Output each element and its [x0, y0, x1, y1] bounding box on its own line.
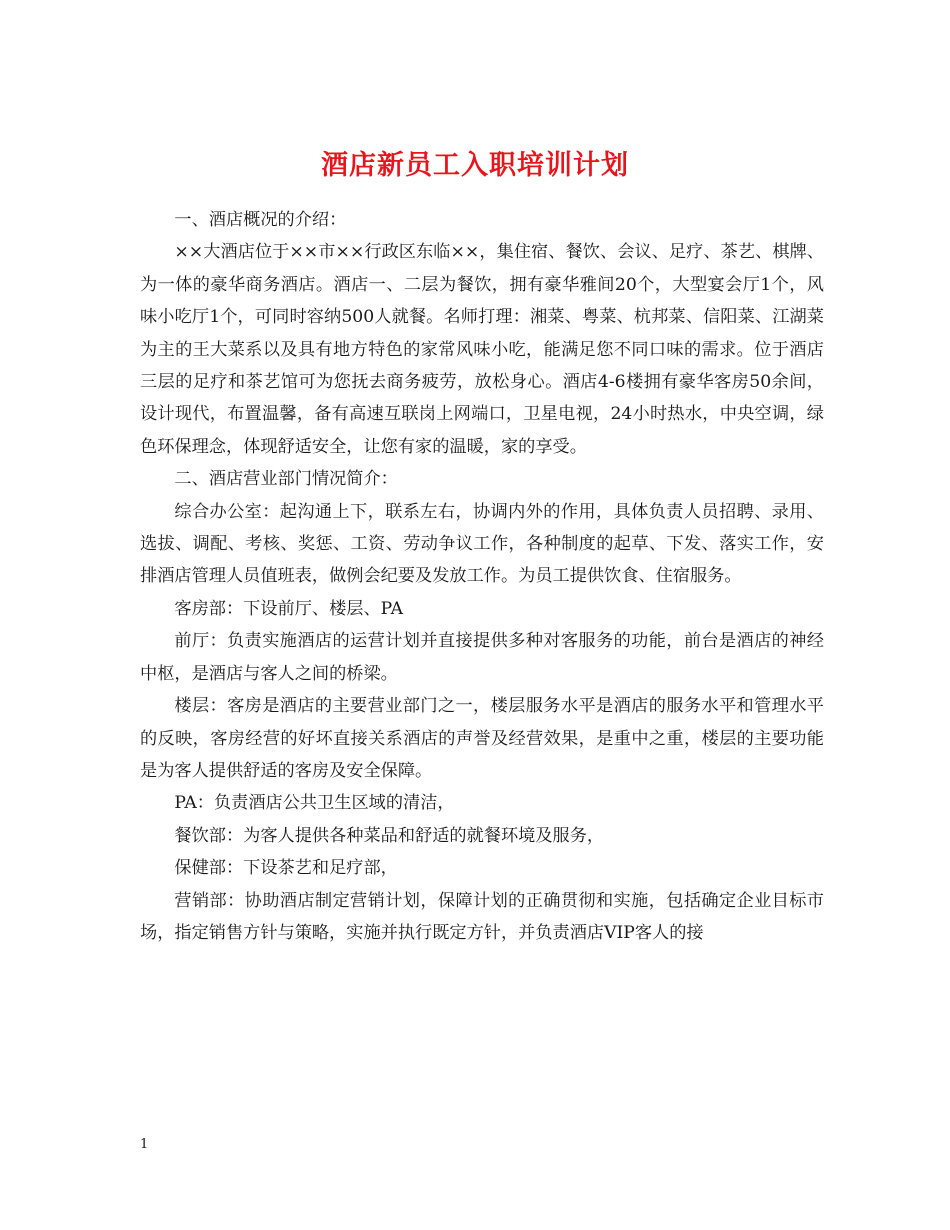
paragraph-floors: 楼层：客房是酒店的主要营业部门之一，楼层服务水平是酒店的服务水平和管理水平的反映，客房经营的好坏直接关系酒店的声誉及经营效果，是重中之重，楼层的主要功能是为客人提供舒适的客房及安全保障。: [140, 696, 824, 781]
document-title: 酒店新员工入职培训计划: [321, 150, 629, 182]
paragraph-hotel-overview: ××大酒店位于××市××行政区东临××，集住宿、餐饮、会议、足疗、茶艺、棋牌、为一体的豪华商务酒店。酒店一、二层为餐饮，拥有豪华雅间20个，大型宴会厅1个，风味小吃厅1个，可同时容纳500人就餐。名师打理：湘菜、粤菜、杭邦菜、信阳菜、江湖菜为主的王大菜系以及具有地方特色的家常风味小吃，能满足您不同口味的需求。位于酒店三层的足疗和茶艺馆可为您抚去商务疲劳，放松身心。酒店4-6楼拥有豪华客房50余间，设计现代，布置温馨，备有高速互联岗上网端口，卫星电视，24小时热水，中央空调，绿色环保理念，体现舒适安全，让您有家的温暖，家的享受。: [140, 242, 824, 457]
paragraph-general-office: 综合办公室：起沟通上下，联系左右，协调内外的作用，具体负责人员招聘、录用、选拔、调配、考核、奖惩、工资、劳动争议工作，各种制度的起草、下发、落实工作，安排酒店管理人员值班表，做例会纪要及发放工作。为员工提供饮食、住宿服务。: [140, 501, 824, 587]
paragraph-front-desk: 前厅：负责实施酒店的运营计划并直接提供多种对客服务的功能，前台是酒店的神经中枢，是酒店与客人之间的桥梁。: [140, 631, 824, 684]
paragraph-housekeeping: 客房部：下设前厅、楼层、PA: [174, 598, 404, 619]
paragraph-catering: 餐饮部：为客人提供各种菜品和舒适的就餐环境及服务，: [174, 825, 605, 846]
page-number: 1: [140, 1137, 149, 1152]
paragraph-health-care: 保健部：下设茶艺和足疗部，: [174, 858, 398, 879]
paragraph-marketing: 营销部：协助酒店制定营销计划，保障计划的正确贯彻和实施，包括确定企业目标市场，指定销售方针与策略，实施并执行既定方针，并负责酒店VIP客人的接: [140, 890, 824, 943]
section-heading-departments: 二、酒店营业部门情况简介：: [174, 469, 398, 490]
section-heading-hotel-overview: 一、酒店概况的介绍：: [174, 210, 347, 230]
paragraph-pa: PA：负责酒店公共卫生区域的清洁，: [174, 793, 455, 814]
document-body: [140, 204, 824, 949]
